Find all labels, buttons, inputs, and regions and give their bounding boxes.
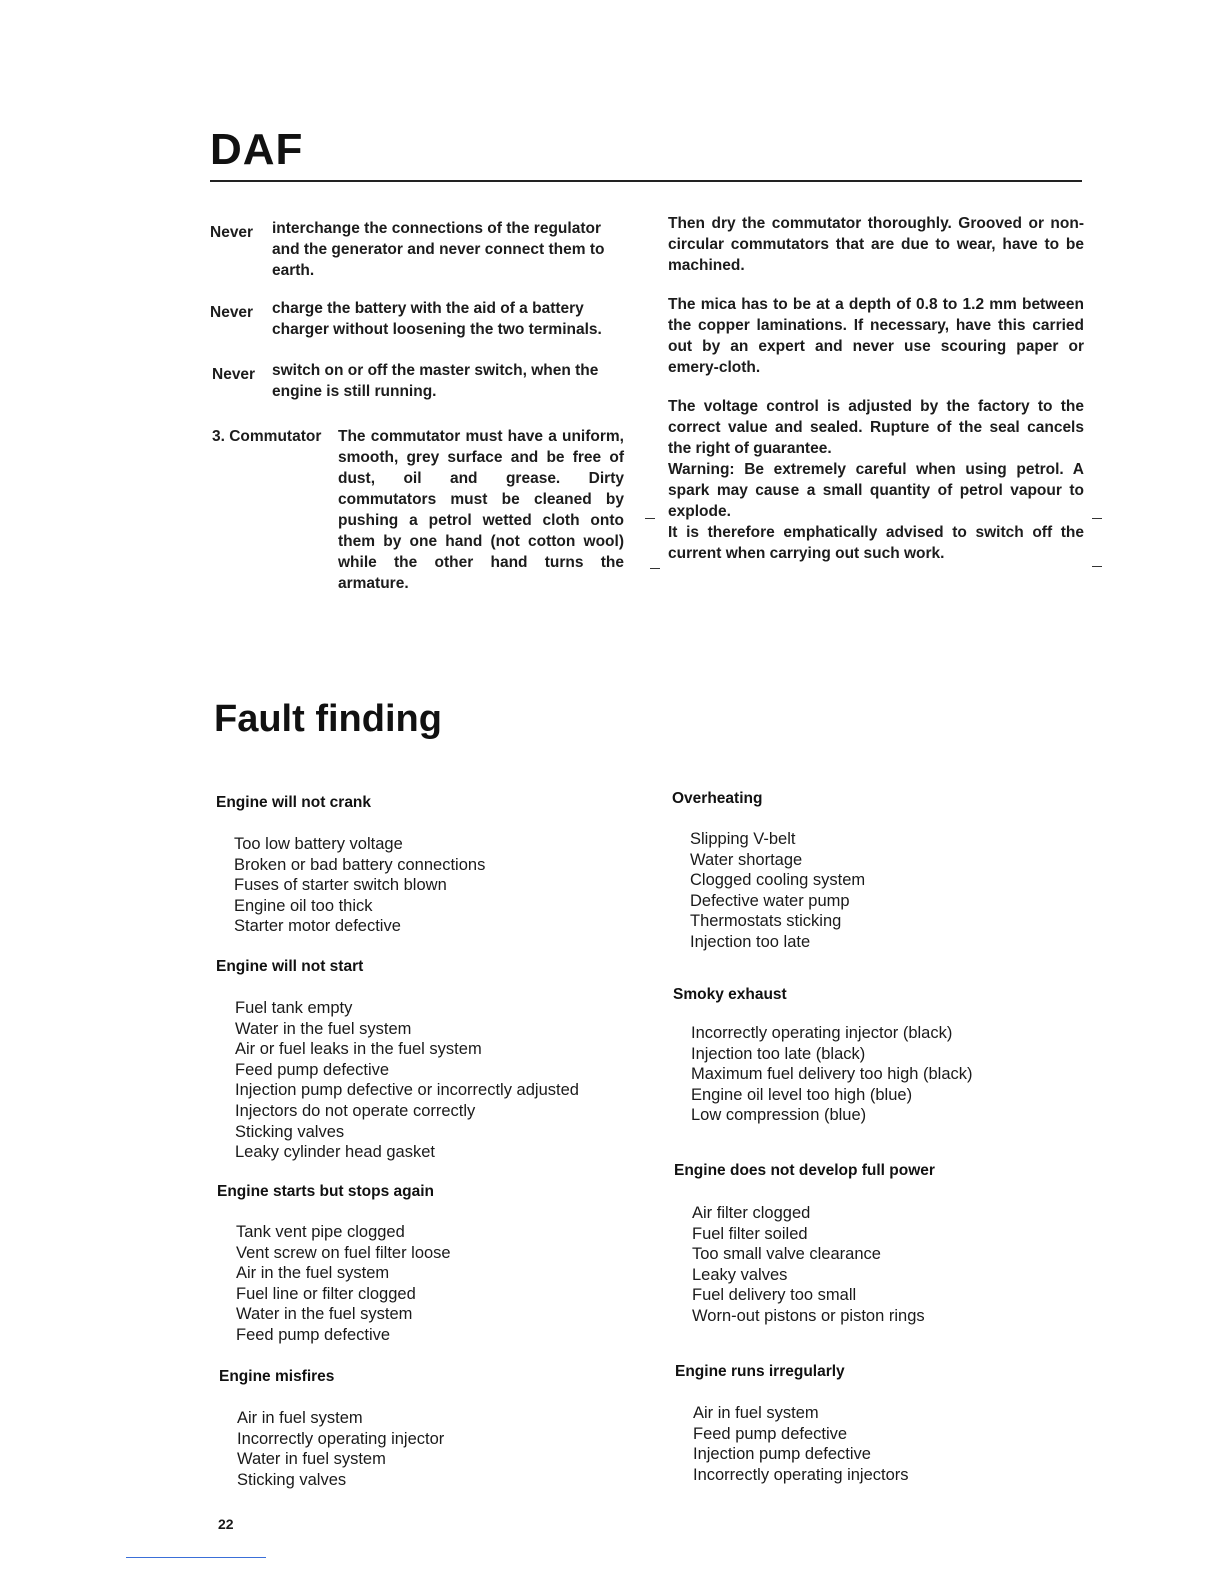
list-item: Water in fuel system [237,1450,386,1469]
list-item: Engine oil level too high (blue) [691,1085,913,1104]
list-item: Clogged cooling system [690,871,866,890]
list-item: Fuses of starter switch blown [234,876,447,895]
list-item: Injection pump defective [693,1445,871,1464]
commutator-label: 3. Commutator [212,428,322,445]
list-item: Thermostats sticking [690,912,842,931]
list-item: Tank vent pipe clogged [236,1223,405,1241]
margin-mark [650,568,660,569]
list-item: Fuel line or filter clogged [236,1284,416,1303]
list-item: Air filter clogged [692,1204,811,1222]
section-heading: Engine runs irregularly [675,1363,845,1380]
list-item: Injection pump defective or incorrectly adjusted [235,1081,579,1100]
list-item: Leaky valves [692,1265,788,1284]
section-heading: Engine does not develop full power [674,1162,935,1179]
fault-list [690,829,865,953]
list-item: Feed pump defective [235,1060,390,1079]
list-item: Fuel delivery too small [692,1286,857,1305]
fault-finding-title: Fault finding [214,698,442,740]
list-item: Vent screw on fuel filter loose [236,1243,451,1262]
petrol-warning: Warning: Be extremely careful when using petrol. A spark may cause a small quantity of petrol vapour to explode. [668,461,1084,520]
list-item: Injectors do not operate correctly [235,1101,476,1120]
list-item: Water shortage [690,850,803,869]
list-item: Incorrectly operating injectors [693,1465,909,1484]
never-label-2: Never [210,304,254,321]
list-item: Incorrectly operating injector (black) [691,1024,953,1042]
list-item: Low compression (blue) [691,1106,867,1125]
list-item: Broken or bad battery connections [234,855,486,874]
list-item: Water in the fuel system [235,1019,412,1038]
fault-list [236,1222,451,1346]
list-item: Injection too late [690,932,811,951]
list-item: Air in fuel system [693,1404,819,1422]
section-heading: Engine will not crank [216,794,372,811]
list-item: Defective water pump [690,891,850,910]
list-item: Feed pump defective [693,1424,848,1443]
list-item: Slipping V-belt [690,830,796,848]
commutator-text: The commutator must have a uniform, smooth, grey surface and be free of dust, oil and grease. Dirty commutators must be cleaned by pushing a petrol wetted cloth onto them by one hand (not cotton wool) while the other hand turns the armature. [338,428,624,592]
page-number: 22 [218,1516,234,1532]
list-item: Incorrectly operating injector [237,1429,445,1448]
commutator-dry-paragraph: Then dry the commutator thoroughly. Grooved or non-circular commutators that are due to wear, have to be machined. [668,215,1084,274]
list-item: Starter motor defective [234,917,401,936]
list-item: Sticking valves [235,1122,345,1141]
margin-mark [1092,566,1102,567]
never-label-1: Never [210,224,254,241]
mica-paragraph: The mica has to be at a depth of 0.8 to 1.2 mm between the copper laminations. If necessary, have this carried out by an expert and never use scouring paper or emery-cloth. [668,296,1084,376]
list-item: Sticking valves [237,1470,347,1489]
list-item: Too low battery voltage [234,835,403,853]
fault-list [234,834,485,937]
never-label-3: Never [212,366,256,383]
right-column [668,213,1084,564]
never-text-2: charge the battery with the aid of a battery charger without loosening the two terminals. [272,300,602,338]
section-heading: Overheating [672,790,763,807]
fault-list [692,1203,925,1327]
list-item: Leaky cylinder head gasket [235,1143,435,1162]
margin-mark [645,518,655,519]
list-item: Air in fuel system [237,1409,363,1427]
never-text-1: interchange the connections of the regulator and the generator and never connect them to earth. [272,220,605,279]
list-item: Worn-out pistons or piston rings [692,1306,925,1325]
list-item: Fuel tank empty [235,999,353,1017]
list-item: Fuel filter soiled [692,1224,808,1243]
list-item: Too small valve clearance [692,1245,881,1264]
margin-mark [1092,518,1102,519]
footer-rule [126,1557,266,1558]
list-item: Air in the fuel system [236,1264,390,1283]
section-heading: Smoky exhaust [673,986,787,1003]
header-rule [210,180,1082,182]
fault-list [693,1403,909,1485]
section-heading: Engine misfires [219,1368,335,1385]
fault-list [237,1408,444,1490]
section-heading: Engine will not start [216,958,364,975]
brand-logo: DAF [210,125,304,174]
list-item: Maximum fuel delivery too high (black) [691,1065,973,1084]
fault-list [235,998,579,1163]
switch-off-advice: It is therefore emphatically advised to switch off the current when carrying out such work. [668,524,1084,562]
section-heading: Engine starts but stops again [217,1183,435,1200]
voltage-control-paragraph: The voltage control is adjusted by the factory to the correct value and sealed. Rupture of the seal cancels the right of guarantee. [668,398,1084,457]
list-item: Engine oil too thick [234,896,373,915]
list-item: Injection too late (black) [691,1044,866,1063]
never-text-3: switch on or off the master switch, when the engine is still running. [272,362,599,400]
list-item: Feed pump defective [236,1325,391,1344]
fault-list [691,1023,973,1126]
list-item: Water in the fuel system [236,1305,413,1324]
list-item: Air or fuel leaks in the fuel system [235,1040,482,1059]
